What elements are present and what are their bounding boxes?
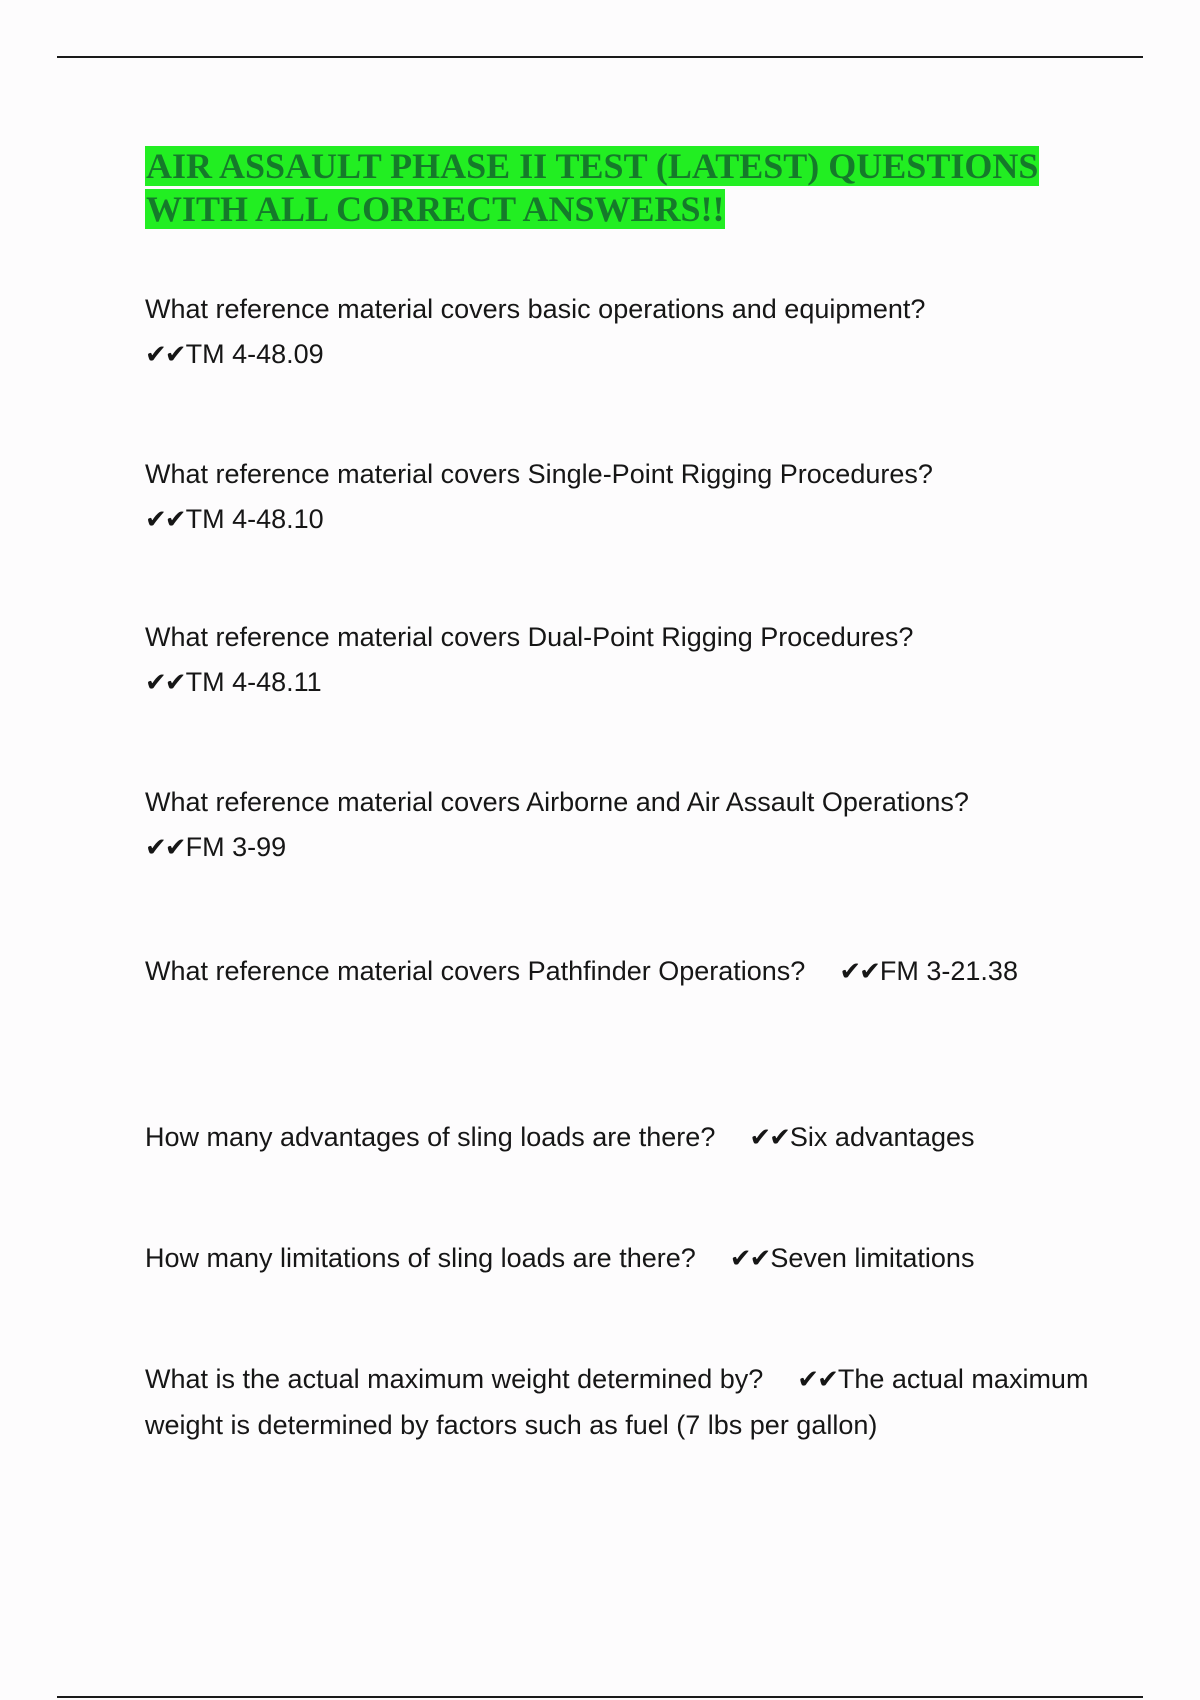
qa-item-8 — [145, 1357, 1090, 1448]
qa-item-4 — [145, 780, 1090, 871]
answer-text: FM 3-99 — [185, 832, 287, 862]
answer-text: TM 4-48.10 — [185, 504, 324, 534]
bottom-divider — [57, 1696, 1143, 1698]
double-check-icon: ✔✔ — [145, 505, 185, 535]
double-check-icon: ✔✔ — [729, 1244, 770, 1274]
answer-text: The actual maximum weight is determined by factors such as fuel (7 lbs per gallon) — [145, 1364, 1089, 1440]
question-text: What reference material covers Airborne and Air Assault Operations? — [145, 787, 969, 817]
answer-text: TM 4-48.11 — [185, 667, 322, 697]
qa-item-2 — [145, 452, 1090, 543]
question-text: What reference material covers Single-Point Rigging Procedures? — [145, 459, 933, 489]
answer-text: Seven limitations — [770, 1243, 975, 1273]
document-title — [145, 145, 1085, 231]
qa-item-7 — [145, 1236, 1090, 1282]
question-text: How many advantages of sling loads are there? — [145, 1122, 716, 1152]
double-check-icon: ✔✔ — [749, 1123, 789, 1153]
top-divider — [57, 56, 1143, 58]
answer-text: TM 4-48.09 — [185, 339, 324, 369]
question-text: How many limitations of sling loads are there? — [145, 1243, 696, 1273]
answer-text: FM 3-21.38 — [879, 956, 1018, 986]
question-text: What reference material covers Dual-Point Rigging Procedures? — [145, 622, 914, 652]
question-text: What is the actual maximum weight determined by? — [145, 1364, 764, 1394]
double-check-icon: ✔✔ — [145, 668, 185, 698]
title-highlight: AIR ASSAULT PHASE II TEST (LATEST) QUESTIONS WITH ALL CORRECT ANSWERS!! — [146, 146, 1039, 229]
double-check-icon: ✔✔ — [145, 340, 185, 370]
double-check-icon: ✔✔ — [145, 833, 185, 863]
question-text: What reference material covers basic operations and equipment? — [145, 294, 926, 324]
double-check-icon: ✔✔ — [797, 1365, 837, 1395]
qa-item-3 — [145, 615, 1090, 706]
qa-item-6 — [145, 1115, 1090, 1161]
answer-text: Six advantages — [789, 1122, 975, 1152]
double-check-icon: ✔✔ — [839, 957, 879, 987]
question-text: What reference material covers Pathfinder Operations? — [145, 956, 806, 986]
qa-item-1 — [145, 287, 1090, 378]
qa-item-5 — [145, 949, 1045, 995]
